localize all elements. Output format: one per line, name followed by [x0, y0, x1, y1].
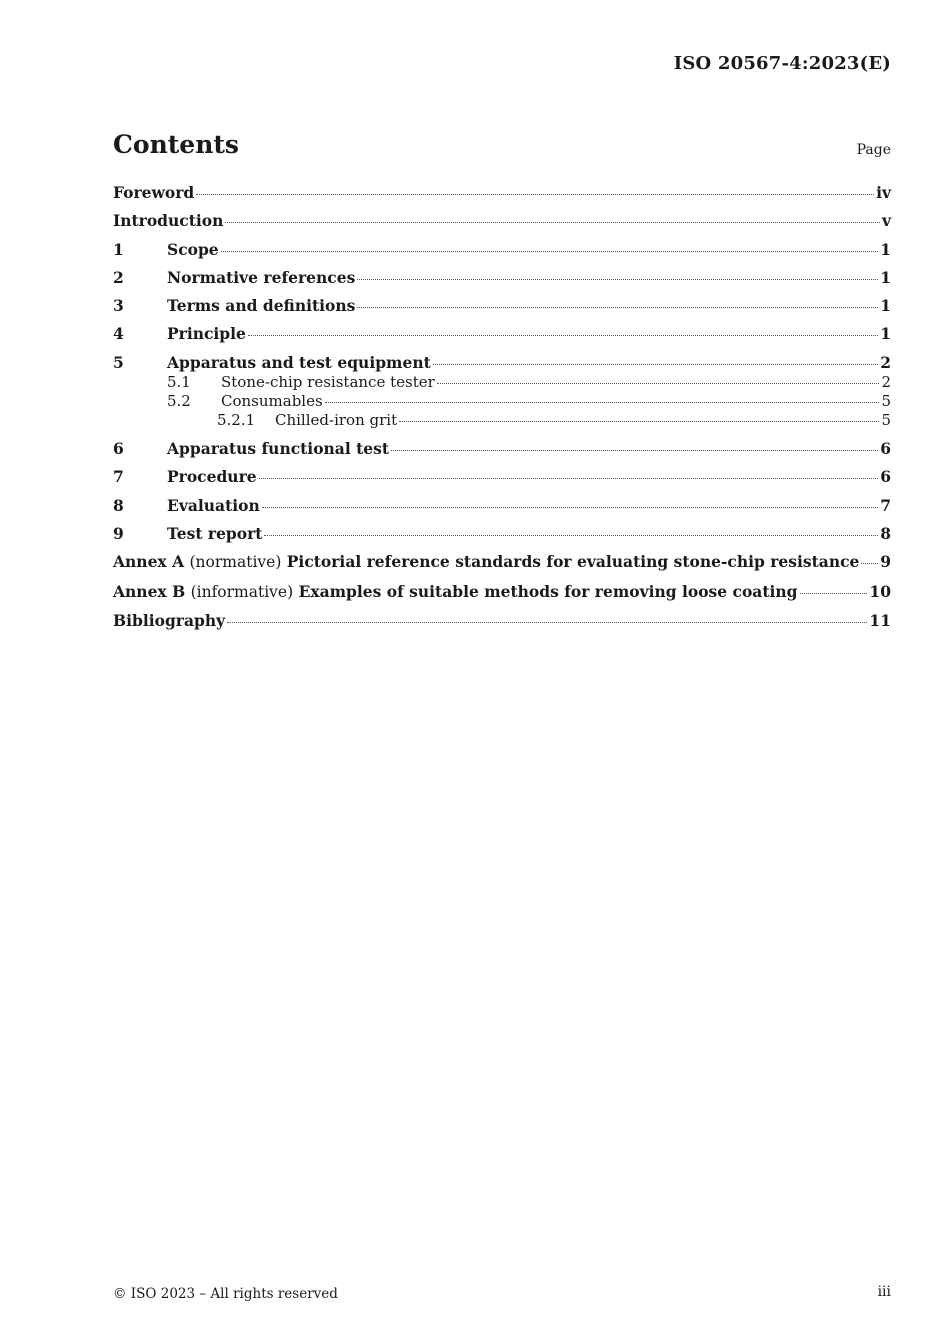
toc-entry-title [113, 582, 798, 602]
toc-entry-number: 5 [113, 352, 124, 372]
toc-entry-test-report[interactable] [113, 524, 891, 543]
toc-entry-page: 9 [880, 552, 891, 572]
toc-leader [800, 593, 868, 594]
toc-entry-page: 2 [880, 352, 891, 372]
toc-entry-page: 5 [881, 410, 891, 429]
toc-leader [433, 364, 878, 365]
toc-entry-annex-a[interactable] [113, 552, 891, 572]
toc-entry-title: Consumables [221, 391, 323, 410]
toc-entry-procedure[interactable] [113, 467, 891, 486]
toc-entry-evaluation[interactable] [113, 496, 891, 515]
toc-leader [227, 622, 867, 623]
toc-leader [391, 450, 878, 451]
annex-qualifier: (informative) [190, 582, 294, 601]
annex-label: Annex A [113, 552, 185, 572]
toc-entry-page: 7 [880, 495, 891, 515]
toc-entry-page: 1 [880, 324, 891, 344]
toc-entry-number: 3 [113, 296, 124, 316]
toc-entry-title: Foreword [113, 183, 195, 202]
toc-entry-title: Scope [167, 239, 219, 259]
toc-entry-annex-b[interactable] [113, 582, 891, 602]
toc-entry-number: 1 [113, 239, 124, 259]
toc-leader [248, 335, 878, 336]
toc-entry-title: Principle [167, 324, 246, 344]
toc-entry-title: Procedure [167, 467, 257, 487]
toc-entry-number: 5.1 [167, 372, 191, 391]
toc-leader [437, 383, 880, 384]
toc-entry-title: Stone-chip resistance tester [221, 372, 435, 391]
annex-label: Annex B [113, 581, 186, 601]
toc-entry-stone-chip-tester[interactable] [113, 373, 891, 392]
toc-entry-title [113, 552, 859, 572]
toc-entry-page: 1 [880, 267, 891, 287]
page-title: Contents [113, 130, 240, 159]
toc-leader [259, 478, 879, 479]
toc-entry-page: 11 [869, 610, 891, 630]
toc-entry-title: Introduction [113, 211, 224, 231]
toc-entry-page: v [881, 211, 891, 231]
toc-entry-page: 5 [881, 391, 891, 410]
toc-entry-number: 2 [113, 267, 124, 287]
page-column-label: Page [856, 142, 891, 158]
toc-leader [357, 279, 878, 280]
toc-entry-principle[interactable] [113, 324, 891, 343]
toc-entry-number: 6 [113, 439, 124, 459]
toc-entry-page: 10 [869, 581, 891, 601]
toc-leader [861, 563, 878, 564]
toc-entry-consumables[interactable] [113, 392, 891, 411]
toc-entry-title: Bibliography [113, 610, 226, 630]
toc-leader [196, 194, 874, 195]
toc-entry-bibliography[interactable] [113, 611, 891, 630]
document-id: ISO 20567-4:2023(E) [673, 53, 891, 74]
toc-entry-foreword[interactable] [113, 183, 891, 202]
toc-entry-title: Chilled-iron grit [275, 410, 398, 429]
annex-title: Pictorial reference standards for evaluating stone-chip resistance [286, 552, 860, 572]
toc-entry-page: 1 [880, 239, 891, 259]
copyright-notice: © ISO 2023 – All rights reserved [113, 1286, 338, 1302]
toc-entry-page: iv [876, 183, 891, 202]
toc-leader [262, 507, 878, 508]
toc-leader [325, 402, 880, 403]
toc-entry-title: Evaluation [167, 495, 260, 515]
toc-entry-page: 8 [880, 523, 891, 543]
table-of-contents [113, 183, 891, 639]
page-number: iii [877, 1284, 891, 1300]
toc-entry-number: 4 [113, 324, 124, 344]
toc-entry-title: Normative references [167, 267, 356, 287]
toc-entry-number: 5.2 [167, 391, 191, 410]
toc-entry-number: 5.2.1 [217, 410, 256, 429]
toc-entry-chilled-iron-grit[interactable] [113, 411, 891, 430]
toc-entry-number: 7 [113, 467, 124, 487]
toc-entry-terms-and-definitions[interactable] [113, 296, 891, 315]
toc-entry-normative-references[interactable] [113, 268, 891, 287]
toc-entry-page: 6 [880, 467, 891, 487]
toc-entry-page: 6 [880, 439, 891, 459]
toc-entry-page: 2 [881, 372, 891, 391]
toc-entry-scope[interactable] [113, 240, 891, 259]
toc-entry-page: 1 [880, 296, 891, 316]
toc-entry-introduction[interactable] [113, 211, 891, 230]
toc-entry-apparatus[interactable] [113, 353, 891, 372]
toc-leader [357, 307, 878, 308]
toc-entry-apparatus-functional-test[interactable] [113, 439, 891, 458]
toc-leader [264, 535, 878, 536]
toc-leader [221, 251, 879, 252]
toc-entry-title: Terms and definitions [167, 296, 356, 316]
toc-entry-number: 8 [113, 495, 124, 515]
annex-title: Examples of suitable methods for removing loose coating [298, 581, 798, 601]
toc-entry-title: Apparatus functional test [167, 439, 390, 459]
toc-entry-title: Apparatus and test equipment [167, 352, 431, 372]
toc-entry-number: 9 [113, 523, 124, 543]
toc-leader [225, 222, 880, 223]
annex-qualifier: (normative) [189, 553, 282, 572]
toc-leader [399, 421, 879, 422]
toc-entry-title: Test report [167, 523, 263, 543]
